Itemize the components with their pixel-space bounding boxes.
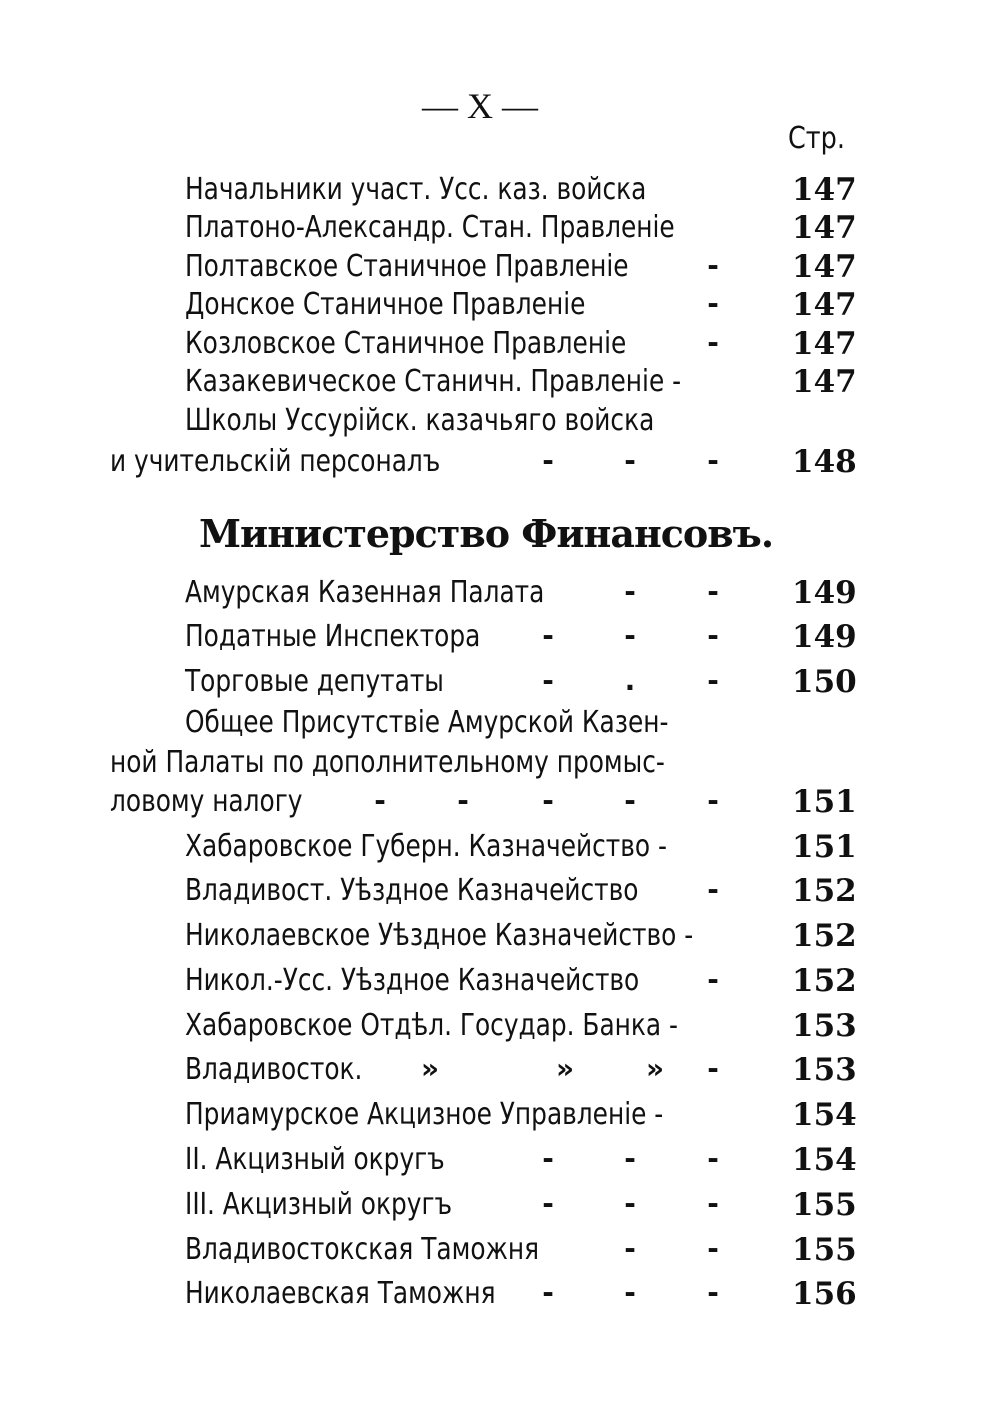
toc-entry-text: Козловское Станичное Правленіе [185, 326, 627, 361]
leader-dash: - [707, 1052, 719, 1085]
section-title: Министерство Финансовъ. [198, 511, 774, 556]
toc-entry-page: 148 [792, 444, 857, 480]
toc-entry-text: II. Акцизный округъ [185, 1142, 445, 1177]
toc-entry-text: Никол.-Усс. Уѣздное Казначейство [185, 963, 640, 998]
toc-entry-text: ной Палаты по дополнительному промыс- [110, 745, 665, 780]
leader-dash: - [542, 444, 554, 477]
toc-entry-text: Владивостокская Таможня [185, 1232, 540, 1267]
leader-dash: - [457, 784, 469, 817]
leader-dash: - [542, 619, 554, 652]
toc-entry-page: 151 [792, 784, 857, 820]
toc-entry-text: Хабаровское Отдѣл. Государ. Банка - [185, 1008, 678, 1043]
toc-entry-text: Владивосток. [185, 1052, 363, 1087]
leader-dash: - [707, 664, 719, 697]
toc-entry-page: 147 [792, 249, 857, 285]
ditto-mark: » [555, 1052, 575, 1085]
toc-entry-page: 147 [792, 287, 857, 323]
toc-entry-page: 152 [792, 963, 857, 999]
leader-dash: - [707, 326, 719, 359]
toc-entry-page: 156 [792, 1276, 857, 1312]
leader-dot: . [624, 664, 636, 697]
toc-entry-text: Школы Уссурійск. казачьяго войска [185, 403, 655, 438]
ditto-mark: » [420, 1052, 440, 1085]
toc-entry-text: Николаевское Уѣздное Казначейство - [185, 918, 694, 953]
leader-dash: - [624, 1187, 636, 1220]
leader-dash: - [707, 249, 719, 282]
leader-dash: - [624, 619, 636, 652]
toc-entry-text: Николаевская Таможня [185, 1276, 496, 1311]
leader-dash: - [707, 963, 719, 996]
toc-entry-text: Полтавское Станичное Правленіе [185, 249, 629, 284]
toc-entry-page: 149 [792, 619, 857, 655]
toc-entry-text: Донское Станичное Правленіе [185, 287, 586, 322]
leader-dash: - [707, 1232, 719, 1265]
toc-entry-text: и учительскій персоналъ [110, 444, 441, 479]
leader-dash: - [707, 575, 719, 608]
toc-entry-text: Приамурское Акцизное Управленіе - [185, 1097, 664, 1132]
column-header-page: Стр. [788, 121, 845, 156]
leader-dash: - [707, 1142, 719, 1175]
leader-dash: - [624, 1142, 636, 1175]
toc-entry-page: 147 [792, 172, 857, 208]
toc-entry-text: ловому налогу [110, 784, 303, 819]
toc-entry-page: 155 [792, 1232, 857, 1268]
leader-dash: - [624, 575, 636, 608]
toc-entry-page: 154 [792, 1142, 857, 1178]
toc-entry-page: 152 [792, 873, 857, 909]
ditto-mark: » [645, 1052, 665, 1085]
toc-entry-page: 155 [792, 1187, 857, 1223]
toc-entry-page: 147 [792, 210, 857, 246]
toc-entry-text: Общее Присутствіе Амурской Казен- [185, 705, 669, 740]
leader-dash: - [624, 1232, 636, 1265]
toc-entry-page: 153 [792, 1008, 857, 1044]
leader-dash: - [707, 784, 719, 817]
leader-dash: - [542, 1276, 554, 1309]
toc-entry-page: 150 [792, 664, 857, 700]
leader-dash: - [707, 873, 719, 906]
leader-dash: - [542, 664, 554, 697]
leader-dash: - [374, 784, 386, 817]
leader-dash: - [624, 1276, 636, 1309]
toc-entry-page: 153 [792, 1052, 857, 1088]
toc-entry-text: Казакевическое Станичн. Правленіе - [185, 364, 682, 399]
toc-entry-text: Амурская Казенная Палата [185, 575, 545, 610]
toc-entry-page: 149 [792, 575, 857, 611]
toc-entry-page: 147 [792, 326, 857, 362]
running-head: — X — [422, 86, 538, 126]
toc-entry-text: Владивост. Уѣздное Казначейство [185, 873, 639, 908]
toc-entry-page: 147 [792, 364, 857, 400]
toc-entry-text: Торговые депутаты [185, 664, 444, 699]
toc-entry-text: Податные Инспектора [185, 619, 481, 654]
toc-entry-page: 151 [792, 829, 857, 865]
toc-entry-text: Хабаровское Губерн. Казначейство - [185, 829, 667, 864]
leader-dash: - [707, 619, 719, 652]
leader-dash: - [624, 444, 636, 477]
leader-dash: - [542, 1187, 554, 1220]
toc-entry-text: III. Акцизный округъ [185, 1187, 453, 1222]
toc-entry-page: 154 [792, 1097, 857, 1133]
toc-entry-text: Начальники участ. Усс. каз. войска [185, 172, 647, 207]
leader-dash: - [707, 1276, 719, 1309]
leader-dash: - [624, 784, 636, 817]
leader-dash: - [707, 444, 719, 477]
toc-entry-page: 152 [792, 918, 857, 954]
leader-dash: - [542, 1142, 554, 1175]
leader-dash: - [707, 287, 719, 320]
toc-entry-text: Платоно-Александр. Стан. Правленіе [185, 210, 675, 245]
leader-dash: - [542, 784, 554, 817]
leader-dash: - [707, 1187, 719, 1220]
